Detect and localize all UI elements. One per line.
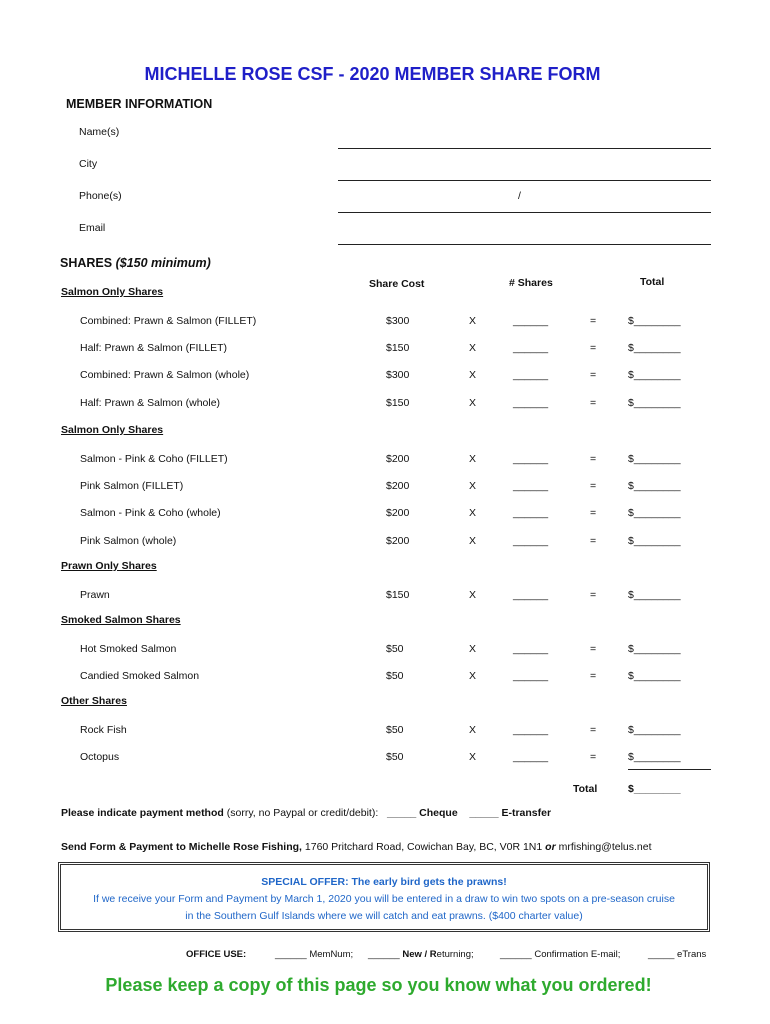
share-cost: $200 [386,480,410,493]
row-total-field[interactable]: $________ [628,315,681,327]
share-name: Candied Smoked Salmon [80,670,200,683]
grand-total-label: Total [573,783,598,795]
share-name: Half: Prawn & Salmon (FILLET) [80,342,228,355]
share-cost: $200 [386,534,410,547]
col-num-shares: # Shares [509,277,553,289]
share-name: Prawn [80,589,110,601]
row-total-field[interactable]: $________ [628,589,681,601]
times-sign: X [469,480,477,493]
share-row [0,535,770,551]
shares-quantity-field[interactable]: ______ [513,507,549,520]
office-confirmation[interactable]: ______ Confirmation E-mail; [500,949,621,960]
equals-sign: = [590,396,597,409]
share-name: Octopus [80,751,120,764]
share-row [0,342,770,358]
row-total-field[interactable]: $________ [628,724,681,736]
equals-sign: = [590,369,597,382]
equals-sign: = [590,315,597,327]
row-total-field[interactable]: $________ [628,507,681,520]
etransfer-option[interactable]: _____ E-transfer [469,807,552,819]
section-title: Prawn Only Shares [61,560,157,572]
share-row [0,724,770,740]
row-total-field[interactable]: $________ [628,453,681,465]
equals-sign: = [590,724,597,736]
send-to-line [61,841,652,853]
equals-sign: = [590,751,597,764]
row-total-field[interactable]: $________ [628,480,681,493]
share-cost: $300 [386,315,410,327]
cheque-option[interactable]: _____ Cheque [387,807,458,819]
share-row [0,453,770,469]
share-cost: $300 [386,369,410,382]
shares-heading-text: SHARES [60,256,113,270]
section-title: Smoked Salmon Shares [61,614,181,626]
payment-label: Please indicate payment method [61,807,224,819]
times-sign: X [469,751,477,764]
shares-quantity-field[interactable]: ______ [513,369,549,382]
share-row [0,643,770,659]
name-input-line[interactable] [338,148,711,149]
share-row [0,670,770,686]
shares-quantity-field[interactable]: ______ [513,315,549,327]
city-label: City [79,158,98,170]
office-memnum[interactable]: ______ MemNum; [275,949,354,960]
share-cost: $150 [386,396,410,409]
equals-sign: = [590,453,597,465]
send-email[interactable]: mrfishing@telus.net [558,841,652,853]
equals-sign: = [590,589,597,601]
phone-input-line[interactable] [338,212,711,213]
equals-sign: = [590,342,597,355]
office-new-returning[interactable] [368,949,474,960]
col-share-cost: Share Cost [369,278,425,290]
row-total-field[interactable]: $________ [628,670,681,683]
share-name: Salmon - Pink & Coho (whole) [80,507,221,520]
times-sign: X [469,534,477,547]
section-title: Salmon Only Shares [61,286,164,298]
member-info-heading: MEMBER INFORMATION [66,97,213,111]
offer-body: If we receive your Form and Payment by March 1, 2020 you will be entered in a draw to win two spots on a pre-season cruise in the Southern Gulf Islands where we will catch and eat prawns. ($400 charter value) [93,893,675,922]
office-use-label: OFFICE USE: [186,949,247,960]
share-cost: $150 [386,589,410,601]
row-total-field[interactable]: $________ [628,369,681,382]
new-returning-blank: ______ [368,949,400,960]
share-cost: $50 [386,724,404,736]
shares-quantity-field[interactable]: ______ [513,453,549,465]
equals-sign: = [590,534,597,547]
times-sign: X [469,453,477,465]
shares-quantity-field[interactable]: ______ [513,534,549,547]
shares-quantity-field[interactable]: ______ [513,342,549,355]
shares-quantity-field[interactable]: ______ [513,589,549,601]
share-name: Half: Prawn & Salmon (whole) [80,396,221,409]
new-returning-bold: New / [402,949,428,960]
share-cost: $200 [386,507,410,520]
send-address: 1760 Pritchard Road, Cowichan Bay, BC, V0R 1N1 [304,841,543,853]
share-row [0,507,770,523]
shares-quantity-field[interactable]: ______ [513,480,549,493]
payment-method [61,807,551,819]
section-title: Salmon Only Shares [61,424,164,436]
office-etrans[interactable]: _____ eTrans [648,949,707,960]
times-sign: X [469,396,477,409]
row-total-field[interactable]: $________ [628,643,681,655]
form-title: MICHELLE ROSE CSF - 2020 MEMBER SHARE FORM [144,64,601,84]
equals-sign: = [590,643,597,655]
equals-sign: = [590,480,597,493]
shares-quantity-field[interactable]: ______ [513,724,549,736]
email-label: Email [79,222,106,234]
share-name: Combined: Prawn & Salmon (FILLET) [80,315,257,327]
name-label: Name(s) [79,126,120,138]
special-offer-box [58,862,710,932]
share-name: Combined: Prawn & Salmon (whole) [80,369,250,382]
share-row [0,589,770,605]
row-total-field[interactable]: $________ [628,534,681,547]
city-input-line[interactable] [338,180,711,181]
share-cost: $50 [386,643,404,655]
col-total: Total [640,276,665,288]
share-row [0,397,770,413]
shares-heading [60,256,211,270]
times-sign: X [469,589,477,601]
shares-quantity-field[interactable]: ______ [513,643,549,655]
row-total-field[interactable]: $________ [628,342,681,355]
share-row [0,480,770,496]
row-total-field[interactable]: $________ [628,396,681,409]
total-rule [628,769,711,770]
share-cost: $50 [386,670,404,683]
share-name: Pink Salmon (whole) [80,534,177,547]
new-returning-r: R [429,949,437,960]
times-sign: X [469,315,477,327]
share-name: Pink Salmon (FILLET) [80,480,184,493]
times-sign: X [469,369,477,382]
share-name: Rock Fish [80,724,127,736]
email-input-line[interactable] [338,244,711,245]
new-returning-rest: eturning; [436,949,474,960]
send-label: Send Form & Payment to Michelle Rose Fishing, [61,841,302,853]
equals-sign: = [590,670,597,683]
row-total-field[interactable]: $________ [628,751,681,764]
shares-quantity-field[interactable]: ______ [513,751,549,764]
phone-separator: / [518,190,521,202]
times-sign: X [469,507,477,520]
keep-copy-note: Please keep a copy of this page so you know what you ordered! [105,975,652,995]
share-name: Salmon - Pink & Coho (FILLET) [80,453,228,465]
share-row [0,369,770,385]
grand-total-field[interactable]: $________ [628,783,681,795]
times-sign: X [469,670,477,683]
share-cost: $150 [386,342,410,355]
share-cost: $200 [386,453,410,465]
shares-quantity-field[interactable]: ______ [513,396,549,409]
times-sign: X [469,342,477,355]
share-name: Hot Smoked Salmon [80,643,177,655]
send-or: or [545,841,556,853]
shares-quantity-field[interactable]: ______ [513,670,549,683]
phone-label: Phone(s) [79,190,122,202]
times-sign: X [469,724,477,736]
share-row [0,315,770,331]
section-title: Other Shares [61,695,127,707]
shares-minimum-note: ($150 minimum) [115,256,211,270]
offer-title: SPECIAL OFFER: The early bird gets the prawns! [261,876,507,888]
share-row [0,751,770,767]
equals-sign: = [590,507,597,520]
times-sign: X [469,643,477,655]
share-cost: $50 [386,751,404,764]
payment-note: (sorry, no Paypal or credit/debit): [226,807,379,819]
